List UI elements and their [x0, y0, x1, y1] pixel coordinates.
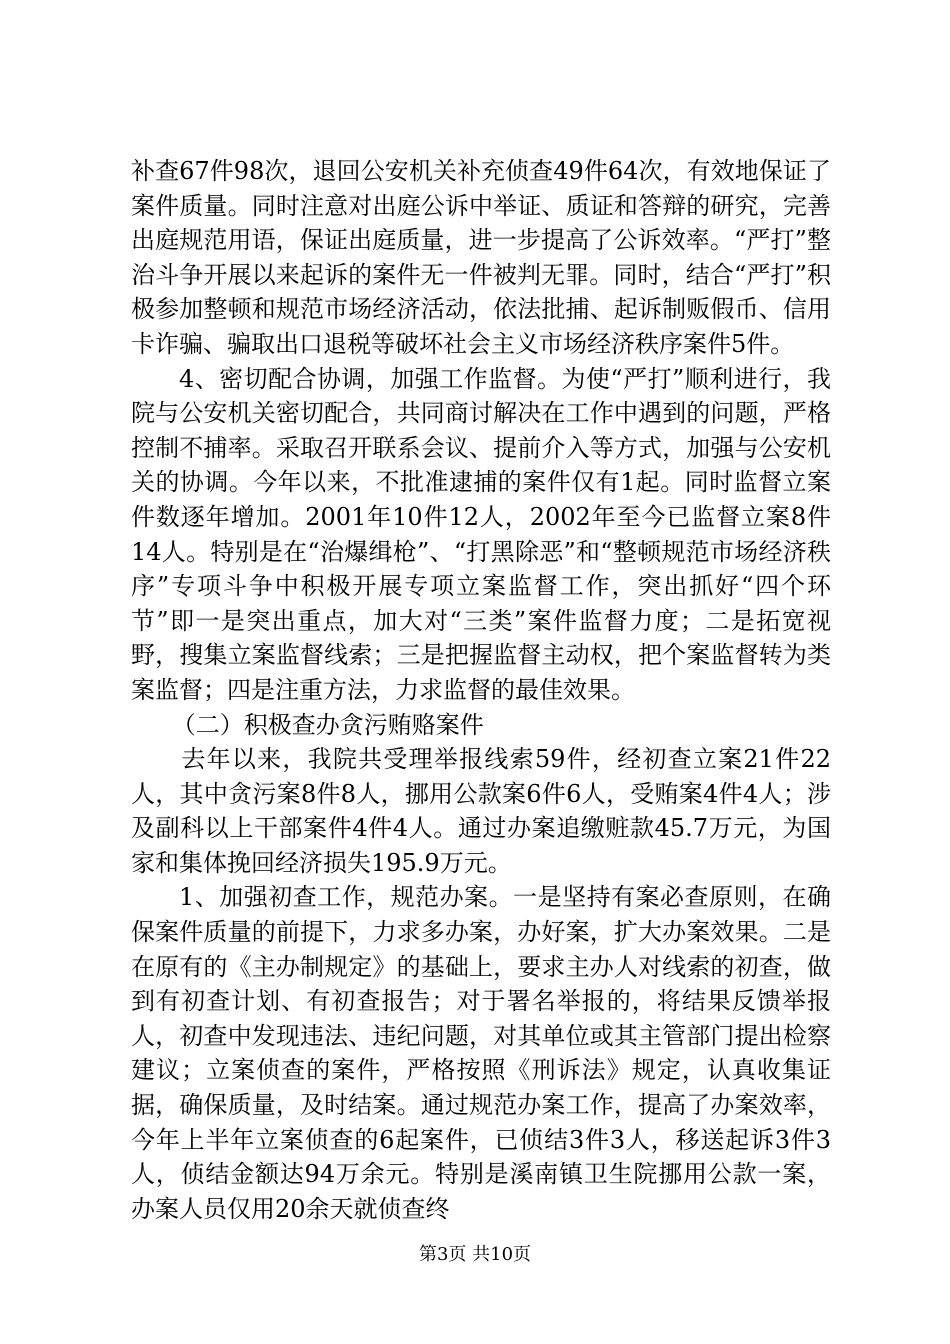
document-body — [131, 154, 831, 1226]
paragraph-continuation: 补查67件98次，退回公安机关补充侦查49件64次，有效地保证了案件质量。同时注意对出庭公诉中举证、质证和答辩的研究，完善出庭规范用语，保证出庭质量，进一步提高了公诉效率。“严打”整治斗争开展以来起诉的案件无一件被判无罪。同时，结合“严打”积极参加整顿和规范市场经济活动，依法批捕、起诉制贩假币、信用卡诈骗、骗取出口退税等破坏社会主义市场经济秩序案件5件。 — [131, 157, 831, 358]
section-heading: （二）积极查办贪污贿赂案件 — [171, 710, 484, 739]
paragraph-coordination: 4、密切配合协调，加强工作监督。为使“严打”顺利进行，我院与公安机关密切配合，共同商讨解决在工作中遇到的问题，严格控制不捕率。采取召开联系会议、提前介入等方式，加强与公安机关的协调。今年以来，不批准逮捕的案件仅有1起。同时监督立案件数逐年增加。2001年10件12人，2002年至今已监督立案8件14人。特别是在“治爆缉枪”、“打黑除恶”和“整顿规范市场经济秩序”专项斗争中积极开展专项立案监督工作，突出抓好“四个环节”即一是突出重点，加大对“三类”案件监督力度；二是拓宽视野，搜集立案监督线索；三是把握监督主动权，把个案监督转为类案监督；四是注重方法，力求监督的最佳效果。 — [131, 364, 831, 704]
paragraph-summary: 去年以来，我院共受理举报线索59件，经初查立案21件22人，其中贪污案8件8人，挪用公款案6件6人，受贿案4件4人；涉及副科以上干部案件4件4人。通过办案追缴赃款45.7万元，为国家和集体挽回经济损失195.9万元。 — [131, 745, 831, 877]
paragraph-investigation: 1、加强初查工作，规范办案。一是坚持有案必查原则，在确保案件质量的前提下，力求多办案，办好案，扩大办案效果。二是在原有的《主办制规定》的基础上，要求主办人对线索的初查，做到有初查计划、有初查报告；对于署名举报的，将结果反馈举报人，初查中发现违法、违纪问题，对其单位或其主管部门提出检察建议；立案侦查的案件，严格按照《刑诉法》规定，认真收集证据，确保质量，及时结案。通过规范办案工作，提高了办案效率，今年上半年立案侦查的6起案件，已侦结3件3人，移送起诉3件3人，侦结金额达94万余元。特别是溪南镇卫生院挪用公款一案，办案人员仅用20余天就侦查终 — [131, 883, 831, 1223]
page-footer: 第3页 共10页 — [418, 1244, 532, 1265]
